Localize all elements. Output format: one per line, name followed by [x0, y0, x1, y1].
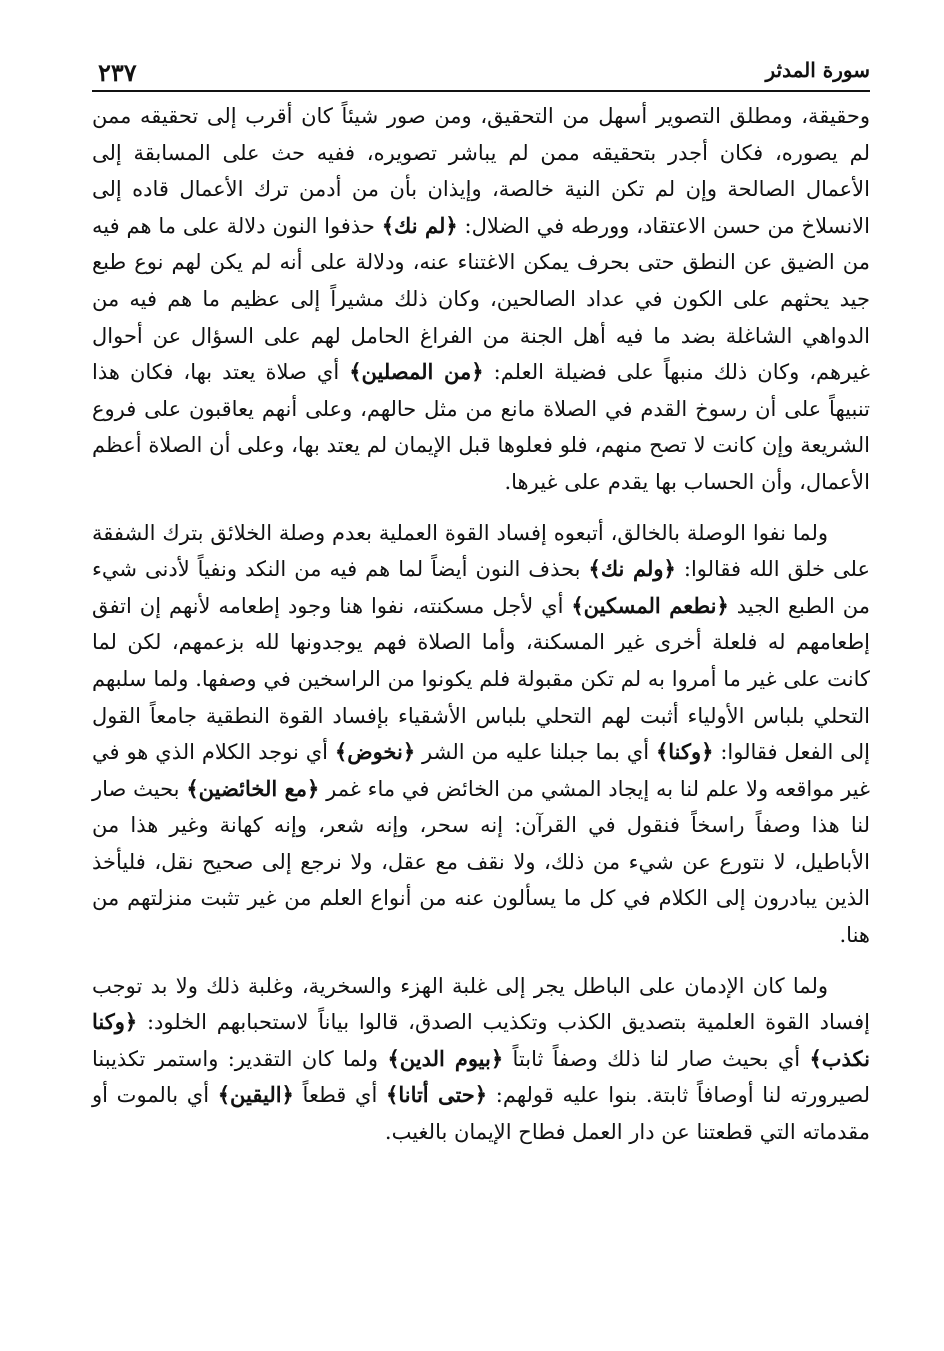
paragraph-2 — [92, 515, 870, 954]
text-segment: أي لأجل مسكنته، نفوا هنا وجود إطعامه لأنهم إن اتفق إطعامهم له فلعلة أخرى غير المسكنة، وأما الصلاة فهم يوجدونها لله بزعمهم، لكن لما كانت على غير ما أمروا به لم تكن مقبولة فلم يكونوا من الراسخين في وصفها. ولما سلبهم التحلي بلباس الأولياء أثبت لهم التحلي بلباس الأشقياء بإفساد القوة النطقية جامعاً القول إلى الفعل فقالوا: — [92, 593, 870, 765]
text-segment: أي صلاة يعتد بها، فكان هذا تنبيهاً على أن رسوخ القدم في الصلاة مانع من مثل حالهم، وعلى أنهم يعاقبون على فروع الشريعة وإن كانت لا تصح منهم، فلو فعلوها قبل الإيمان لم يعتد بها، وعلى أن الصلاة أعظم الأعمال، وأن الحساب بها يقدم على غيرها. — [92, 360, 870, 494]
paragraph-3 — [92, 968, 870, 1151]
text-segment: أي بما جبلنا عليه من الشر — [415, 740, 656, 765]
text-segment: أي بالموت أو مقدماته التي قطعتنا عن دار العمل فطاح الإيمان بالغيب. — [92, 1083, 870, 1145]
quran-quote: ﴿لم نك﴾ — [381, 212, 458, 238]
text-segment: ولما كان التقدير: واستمر تكذيبنا لصيرورته لنا أوصافاً ثابتة. بنوا عليه قولهم: — [92, 1046, 870, 1108]
text-segment: وحقيقة، ومطلق التصوير أسهل من التحقيق، ومن صور شيئاً كان أقرب إلى تحقيقه ممن لم يصوره، فكان أجدر بتحقيقه ممن لم يباشر تصويره، ففيه حث على المسابقة إلى الأعمال الصالحة وإن لم تكن النية خالصة، وإيذان بأن من أدمن ترك الأعمال قاده إلى الانسلاخ من حسن الاعتقاد، وورطه في الضلال: — [92, 104, 870, 238]
text-segment: بحذف النون أيضاً لما هم فيه من النكد ونفياً لأدنى شيء من الطبع الجيد — [92, 557, 870, 618]
page-body — [92, 98, 870, 1151]
quran-quote: ﴿اليقين﴾ — [217, 1082, 294, 1108]
text-segment: حذفوا النون دلالة على ما هم فيه من الضيق عن النطق حتى بحرف يمكن الاغتناء عنه، ودلالة على أنه لم يكن لهم نوع طبع جيد يحثهم على الكون في عداد الصالحين، وكان ذلك مشيراً إلى عظيم ما هم فيه من الدواهي الشاغلة بضد ما فيه أهل الجنة من الفراغ الحامل لهم على السؤال عن أحوال غيرهم، وكان ذلك منبهاً على فضيلة العلم: — [92, 213, 870, 385]
text-segment: ولما كان الإدمان على الباطل يجر إلى غلبة الهزء والسخرية، وغلبة ذلك ولا بد توجب إفساد القوة العلمية بتصديق الكذب وتكذيب الصدق، قالوا بياناً لاستحبابهم الخلود: — [92, 973, 870, 1035]
text-segment: أي بحيث صار لنا ذلك وصفاً ثابتاً — [503, 1046, 810, 1071]
text-segment: أي قطعاً — [293, 1083, 387, 1108]
paragraph-1 — [92, 98, 870, 501]
quran-quote: ﴿مع الخائضين﴾ — [186, 775, 320, 801]
quran-quote: ﴿وكنا نكذب﴾ — [92, 1009, 870, 1071]
quran-quote: ﴿من المصلين﴾ — [349, 359, 484, 385]
surah-title: سورة المدثر — [765, 58, 870, 82]
quran-quote: ﴿نخوض﴾ — [334, 739, 416, 765]
quran-quote: ﴿نطعم المسكين﴾ — [571, 592, 729, 618]
quran-quote: ﴿حتى أتانا﴾ — [386, 1082, 488, 1108]
text-segment: بحيث صار لنا هذا وصفاً راسخاً فنقول في القرآن: إنه سحر، وإنه شعر، وإنه كهانة وغير هذا من الأباطيل، لا نتورع عن شيء من ذلك، ولا نقف مع عقل، ولا نرجع إلى صحيح نقل، فليأخذ الذين يبادرون إلى الكلام في كل ما يسألون عنه من أنواع العلم من غير تثبت منزلتهم من هنا. — [92, 776, 870, 948]
page-number: ٢٣٧ — [98, 58, 137, 87]
quran-quote: ﴿ولم نك﴾ — [588, 556, 676, 582]
quran-quote: ﴿بيوم الدين﴾ — [387, 1045, 504, 1071]
text-segment: أي نوجد الكلام الذي هو في غير مواقعه ولا علم لنا به إيجاد المشي من الخائض في ماء غمر — [92, 740, 870, 801]
text-segment: ولما نفوا الوصلة بالخالق، أتبعوه إفساد القوة العملية بعدم وصلة الخلائق بترك الشفقة على خلق الله فقالوا: — [92, 520, 871, 582]
page-header — [92, 50, 870, 92]
quran-quote: ﴿وكنا﴾ — [655, 739, 714, 765]
